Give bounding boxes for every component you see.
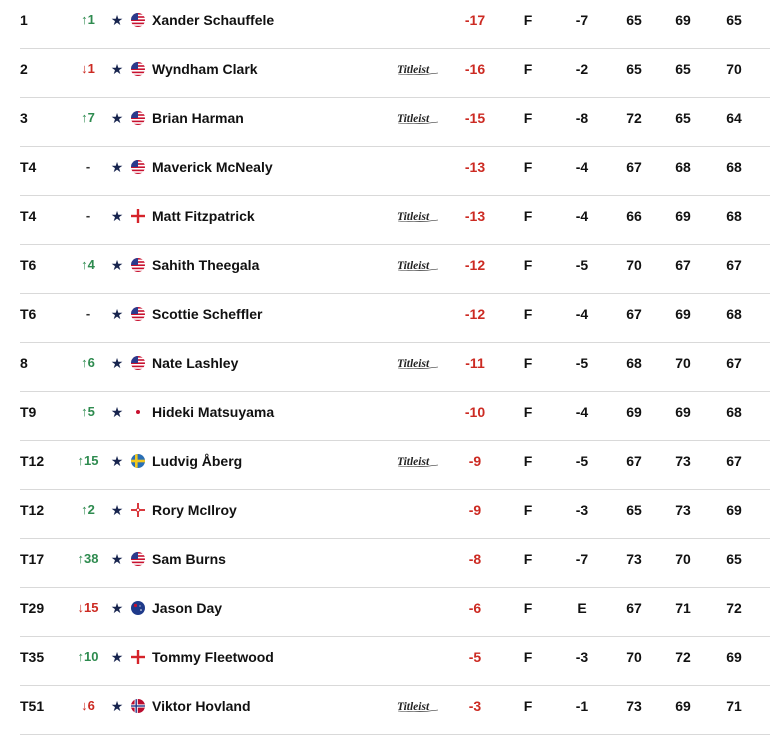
position-movement: - [85, 306, 91, 321]
thru: F [523, 257, 533, 273]
star-icon[interactable]: ★ [110, 12, 124, 28]
position: 2 [20, 61, 28, 77]
thru: F [523, 600, 533, 616]
total-score: -11 [465, 355, 485, 371]
svg-text:Titleist: Titleist [397, 358, 430, 369]
player-name[interactable]: Jason Day [152, 600, 223, 616]
round-2-score: 69 [675, 208, 691, 224]
position: T17 [20, 551, 45, 567]
titleist-logo [396, 441, 440, 489]
round-3-score: 70 [726, 61, 742, 77]
player-name[interactable]: Matt Fitzpatrick [152, 208, 255, 224]
sponsor-logo [396, 294, 440, 342]
thru: F [523, 453, 533, 469]
position: 1 [20, 12, 28, 28]
round-2-score: 65 [675, 110, 691, 126]
round-3-score: 67 [726, 257, 742, 273]
japan-flag-icon [131, 392, 145, 440]
round-3-score: 65 [726, 551, 742, 567]
round-2-score: 72 [675, 649, 691, 665]
leaderboard-row[interactable] [0, 98, 770, 147]
total-score: -13 [464, 208, 486, 224]
leaderboard-row[interactable] [0, 0, 770, 49]
player-name[interactable]: Sahith Theegala [152, 257, 260, 273]
total-score: -17 [464, 12, 486, 28]
total-score: -16 [464, 61, 486, 77]
today-score: -4 [575, 404, 589, 420]
today-score: -7 [575, 12, 589, 28]
thru: F [523, 551, 533, 567]
thru: F [523, 502, 533, 518]
round-3-score: 64 [726, 110, 742, 126]
total-score: -3 [468, 698, 482, 714]
titleist-logo [396, 686, 440, 734]
usa-flag-icon [131, 98, 145, 146]
today-score: -4 [575, 306, 589, 322]
today-score: -5 [575, 355, 589, 371]
usa-flag-icon [131, 343, 145, 391]
titleist-logo [396, 343, 440, 391]
position-movement: ↑5 [81, 404, 95, 419]
today-score: -5 [575, 453, 589, 469]
total-score: -8 [468, 551, 482, 567]
round-1-score: 67 [626, 159, 642, 175]
round-2-score: 73 [675, 502, 691, 518]
player-name[interactable]: Wyndham Clark [152, 61, 258, 77]
today-score: -8 [575, 110, 589, 126]
today-score: -3 [575, 649, 589, 665]
thru: F [523, 208, 533, 224]
round-1-score: 70 [626, 257, 642, 273]
australia-flag-icon [131, 588, 145, 636]
total-score: -12 [464, 306, 486, 322]
total-score: -5 [468, 649, 482, 665]
position: T9 [20, 404, 37, 420]
round-2-score: 69 [675, 306, 691, 322]
leaderboard-row[interactable] [0, 343, 770, 392]
position: T6 [20, 257, 37, 273]
svg-text:Titleist: Titleist [397, 260, 430, 271]
round-3-score: 67 [726, 355, 742, 371]
usa-flag-icon [131, 294, 145, 342]
position: T12 [20, 453, 45, 469]
player-name[interactable]: Scottie Scheffler [152, 306, 263, 322]
sweden-flag-icon [131, 441, 145, 489]
thru: F [523, 649, 533, 665]
titleist-logo [396, 245, 440, 293]
position: T4 [20, 208, 37, 224]
round-2-score: 67 [675, 257, 691, 273]
norway-flag-icon [131, 686, 145, 734]
round-2-score: 69 [675, 404, 691, 420]
round-2-score: 73 [675, 453, 691, 469]
round-1-score: 69 [626, 404, 642, 420]
svg-text:Titleist: Titleist [397, 64, 430, 75]
star-icon[interactable]: ★ [110, 649, 124, 665]
thru: F [523, 404, 533, 420]
position-movement: ↓15 [77, 600, 99, 615]
round-1-score: 67 [626, 306, 642, 322]
titleist-logo [396, 98, 440, 146]
total-score: -10 [464, 404, 486, 420]
leaderboard-row[interactable] [0, 245, 770, 294]
star-icon[interactable]: ★ [110, 600, 124, 616]
leaderboard-row[interactable] [0, 196, 770, 245]
today-score: -4 [575, 208, 589, 224]
round-3-score: 72 [726, 600, 742, 616]
star-icon[interactable]: ★ [110, 404, 124, 420]
position-movement: ↑15 [77, 453, 99, 468]
round-1-score: 65 [626, 61, 642, 77]
position: T35 [20, 649, 45, 665]
england-flag-icon [131, 196, 145, 244]
thru: F [523, 110, 533, 126]
star-icon[interactable]: ★ [110, 61, 124, 77]
total-score: -9 [468, 453, 482, 469]
total-score: -15 [464, 110, 486, 126]
total-score: -9 [468, 502, 482, 518]
round-1-score: 65 [626, 12, 642, 28]
position-movement: ↑4 [81, 257, 95, 272]
player-name[interactable]: Nate Lashley [152, 355, 239, 371]
player-name[interactable]: Hideki Matsuyama [152, 404, 275, 420]
round-3-score: 65 [726, 12, 742, 28]
thru: F [523, 159, 533, 175]
svg-text:Titleist: Titleist [397, 211, 430, 222]
position-movement: ↓6 [81, 698, 95, 713]
leaderboard-row[interactable] [0, 49, 770, 98]
titleist-logo [396, 49, 440, 97]
round-3-score: 69 [726, 649, 742, 665]
leaderboard-row[interactable] [0, 490, 770, 539]
star-icon[interactable]: ★ [110, 698, 124, 714]
star-icon[interactable]: ★ [110, 110, 124, 126]
round-3-score: 68 [726, 404, 742, 420]
today-score: -2 [575, 61, 589, 77]
leaderboard-row[interactable] [0, 147, 770, 196]
round-1-score: 66 [626, 208, 642, 224]
svg-text:Titleist: Titleist [397, 456, 430, 467]
star-icon[interactable]: ★ [110, 208, 124, 224]
northern-ireland-flag-icon [131, 490, 145, 538]
leaderboard-row[interactable] [0, 392, 770, 441]
star-icon[interactable]: ★ [110, 257, 124, 273]
position-movement: ↑2 [81, 502, 95, 517]
thru: F [523, 12, 533, 28]
titleist-logo [396, 196, 440, 244]
position-movement: ↓1 [81, 61, 95, 76]
sponsor-logo [396, 637, 440, 685]
round-3-score: 68 [726, 208, 742, 224]
round-2-score: 70 [675, 551, 691, 567]
usa-flag-icon [131, 147, 145, 195]
leaderboard-row[interactable] [0, 539, 770, 588]
sponsor-logo [396, 539, 440, 587]
round-3-score: 68 [726, 159, 742, 175]
total-score: -13 [464, 159, 486, 175]
round-1-score: 73 [626, 551, 642, 567]
sponsor-logo [396, 0, 440, 48]
today-score: -5 [575, 257, 589, 273]
usa-flag-icon [131, 0, 145, 48]
svg-text:Titleist: Titleist [397, 113, 430, 124]
player-name[interactable]: Maverick McNealy [152, 159, 273, 175]
player-name[interactable]: Ludvig Åberg [152, 453, 243, 469]
position: T12 [20, 502, 45, 518]
star-icon[interactable]: ★ [110, 306, 124, 322]
star-icon[interactable]: ★ [110, 355, 124, 371]
player-name[interactable]: Sam Burns [152, 551, 226, 567]
round-2-score: 69 [675, 698, 691, 714]
usa-flag-icon [131, 245, 145, 293]
sponsor-logo [396, 588, 440, 636]
usa-flag-icon [131, 539, 145, 587]
player-name[interactable]: Rory McIlroy [152, 502, 237, 518]
usa-flag-icon [131, 49, 145, 97]
svg-text:Titleist: Titleist [397, 701, 430, 712]
position: 3 [20, 110, 28, 126]
round-1-score: 67 [626, 600, 642, 616]
round-2-score: 69 [675, 12, 691, 28]
leaderboard-row[interactable] [0, 294, 770, 343]
position-movement: ↑38 [77, 551, 99, 566]
leaderboard-row[interactable] [0, 441, 770, 490]
round-1-score: 67 [626, 453, 642, 469]
thru: F [523, 306, 533, 322]
england-flag-icon [131, 637, 145, 685]
today-score: E [577, 600, 587, 616]
star-icon[interactable]: ★ [110, 453, 124, 469]
sponsor-logo [396, 147, 440, 195]
position: T6 [20, 306, 37, 322]
position-movement: - [85, 208, 91, 223]
round-2-score: 70 [675, 355, 691, 371]
position: T29 [20, 600, 45, 616]
round-3-score: 71 [726, 698, 742, 714]
round-2-score: 71 [675, 600, 691, 616]
thru: F [523, 355, 533, 371]
total-score: -6 [468, 600, 482, 616]
today-score: -7 [575, 551, 589, 567]
today-score: -4 [575, 159, 589, 175]
player-name[interactable]: Brian Harman [152, 110, 244, 126]
round-2-score: 68 [675, 159, 691, 175]
player-name[interactable]: Xander Schauffele [152, 12, 275, 28]
round-2-score: 65 [675, 61, 691, 77]
round-1-score: 72 [626, 110, 642, 126]
star-icon[interactable]: ★ [110, 502, 124, 518]
position: T4 [20, 159, 37, 175]
round-3-score: 69 [726, 502, 742, 518]
star-icon[interactable]: ★ [110, 159, 124, 175]
position-movement: ↑7 [81, 110, 95, 125]
total-score: -12 [464, 257, 486, 273]
today-score: -3 [575, 502, 589, 518]
position-movement: ↑10 [77, 649, 99, 664]
player-name[interactable]: Viktor Hovland [152, 698, 251, 714]
sponsor-logo [396, 392, 440, 440]
position-movement: ↑6 [81, 355, 95, 370]
leaderboard-row[interactable] [0, 588, 770, 637]
leaderboard-row[interactable] [0, 637, 770, 686]
round-3-score: 68 [726, 306, 742, 322]
round-3-score: 67 [726, 453, 742, 469]
today-score: -1 [575, 698, 589, 714]
position: 8 [20, 355, 28, 371]
round-1-score: 70 [626, 649, 642, 665]
round-1-score: 65 [626, 502, 642, 518]
thru: F [523, 61, 533, 77]
round-1-score: 68 [626, 355, 642, 371]
position-movement: ↑1 [81, 12, 95, 27]
player-name[interactable]: Tommy Fleetwood [152, 649, 274, 665]
sponsor-logo [396, 490, 440, 538]
round-1-score: 73 [626, 698, 642, 714]
star-icon[interactable]: ★ [110, 551, 124, 567]
thru: F [523, 698, 533, 714]
position-movement: - [85, 159, 91, 174]
position: T51 [20, 698, 45, 714]
